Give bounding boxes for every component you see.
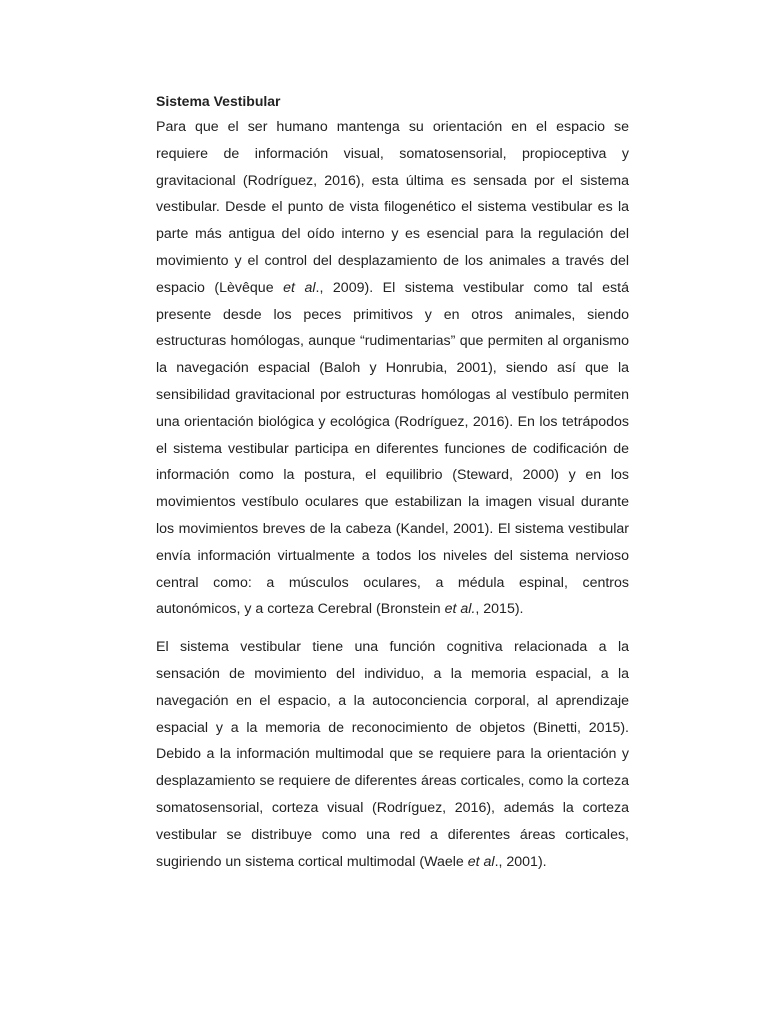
citation-italic: et al — [467, 853, 495, 870]
paragraph-text: , 2015). — [475, 601, 524, 618]
paragraph-text: ., 2009). El sistema vestibular como tal está presente desde los peces primitivos y en otros animales, siendo estructuras homólogas, aunque “rudimentarias” que permiten al organismo la navegación espacial (Baloh y Honrubia, 2001), siendo así que la sensibilidad gravitacional por estructuras homólogas al vestíbulo permiten una orientación biológica y ecológica (Rodríguez, 2016). En los tetrápodos el sistema vestibular participa en diferentes funciones de codificación de información como la postura, el equilibrio (Steward, 2000) y en los movimientos vestíbulo oculares que estabilizan la imagen visual durante los movimientos breves de la cabeza (Kandel, 2001). El sistema vestibular envía información virtualmente a todos los niveles del sistema nervioso central como: a músculos oculares, a médula espinal, centros autonómicos, y a corteza Cerebral (Bronstein — [156, 279, 629, 618]
paragraph-2 — [156, 634, 629, 875]
document-body — [156, 90, 629, 875]
citation-italic: et al — [283, 279, 316, 296]
paragraph-text: Para que el ser humano mantenga su orientación en el espacio se requiere de información visual, somatosensorial, propioceptiva y gravitacional (Rodríguez, 2016), esta última es sensada por el sistema vestibular. Desde el punto de vista filogenético el sistema vestibular es la parte más antigua del oído interno y es esencial para la regulación del movimiento y el control del desplazamiento de los animales a través del espacio (Lèvêque — [156, 119, 629, 296]
citation-italic: et al. — [444, 601, 476, 618]
paragraph-text: ., 2001). — [494, 853, 547, 870]
section-heading: Sistema Vestibular — [156, 93, 281, 109]
paragraph-text: El sistema vestibular tiene una función cognitiva relacionada a la sensación de movimiento del individuo, a la memoria espacial, a la navegación en el espacio, a la autoconciencia corporal, al aprendizaje espacial y a la memoria de reconocimiento de objetos (Binetti, 2015). Debido a la información multimodal que se requiere para la orientación y desplazamiento se requiere de diferentes áreas corticales, como la corteza somatosensorial, corteza visual (Rodríguez, 2016), además la corteza vestibular se distribuye como una red a diferentes áreas corticales, sugiriendo un sistema cortical multimodal (Waele — [156, 639, 629, 870]
paragraph-1 — [156, 114, 629, 623]
